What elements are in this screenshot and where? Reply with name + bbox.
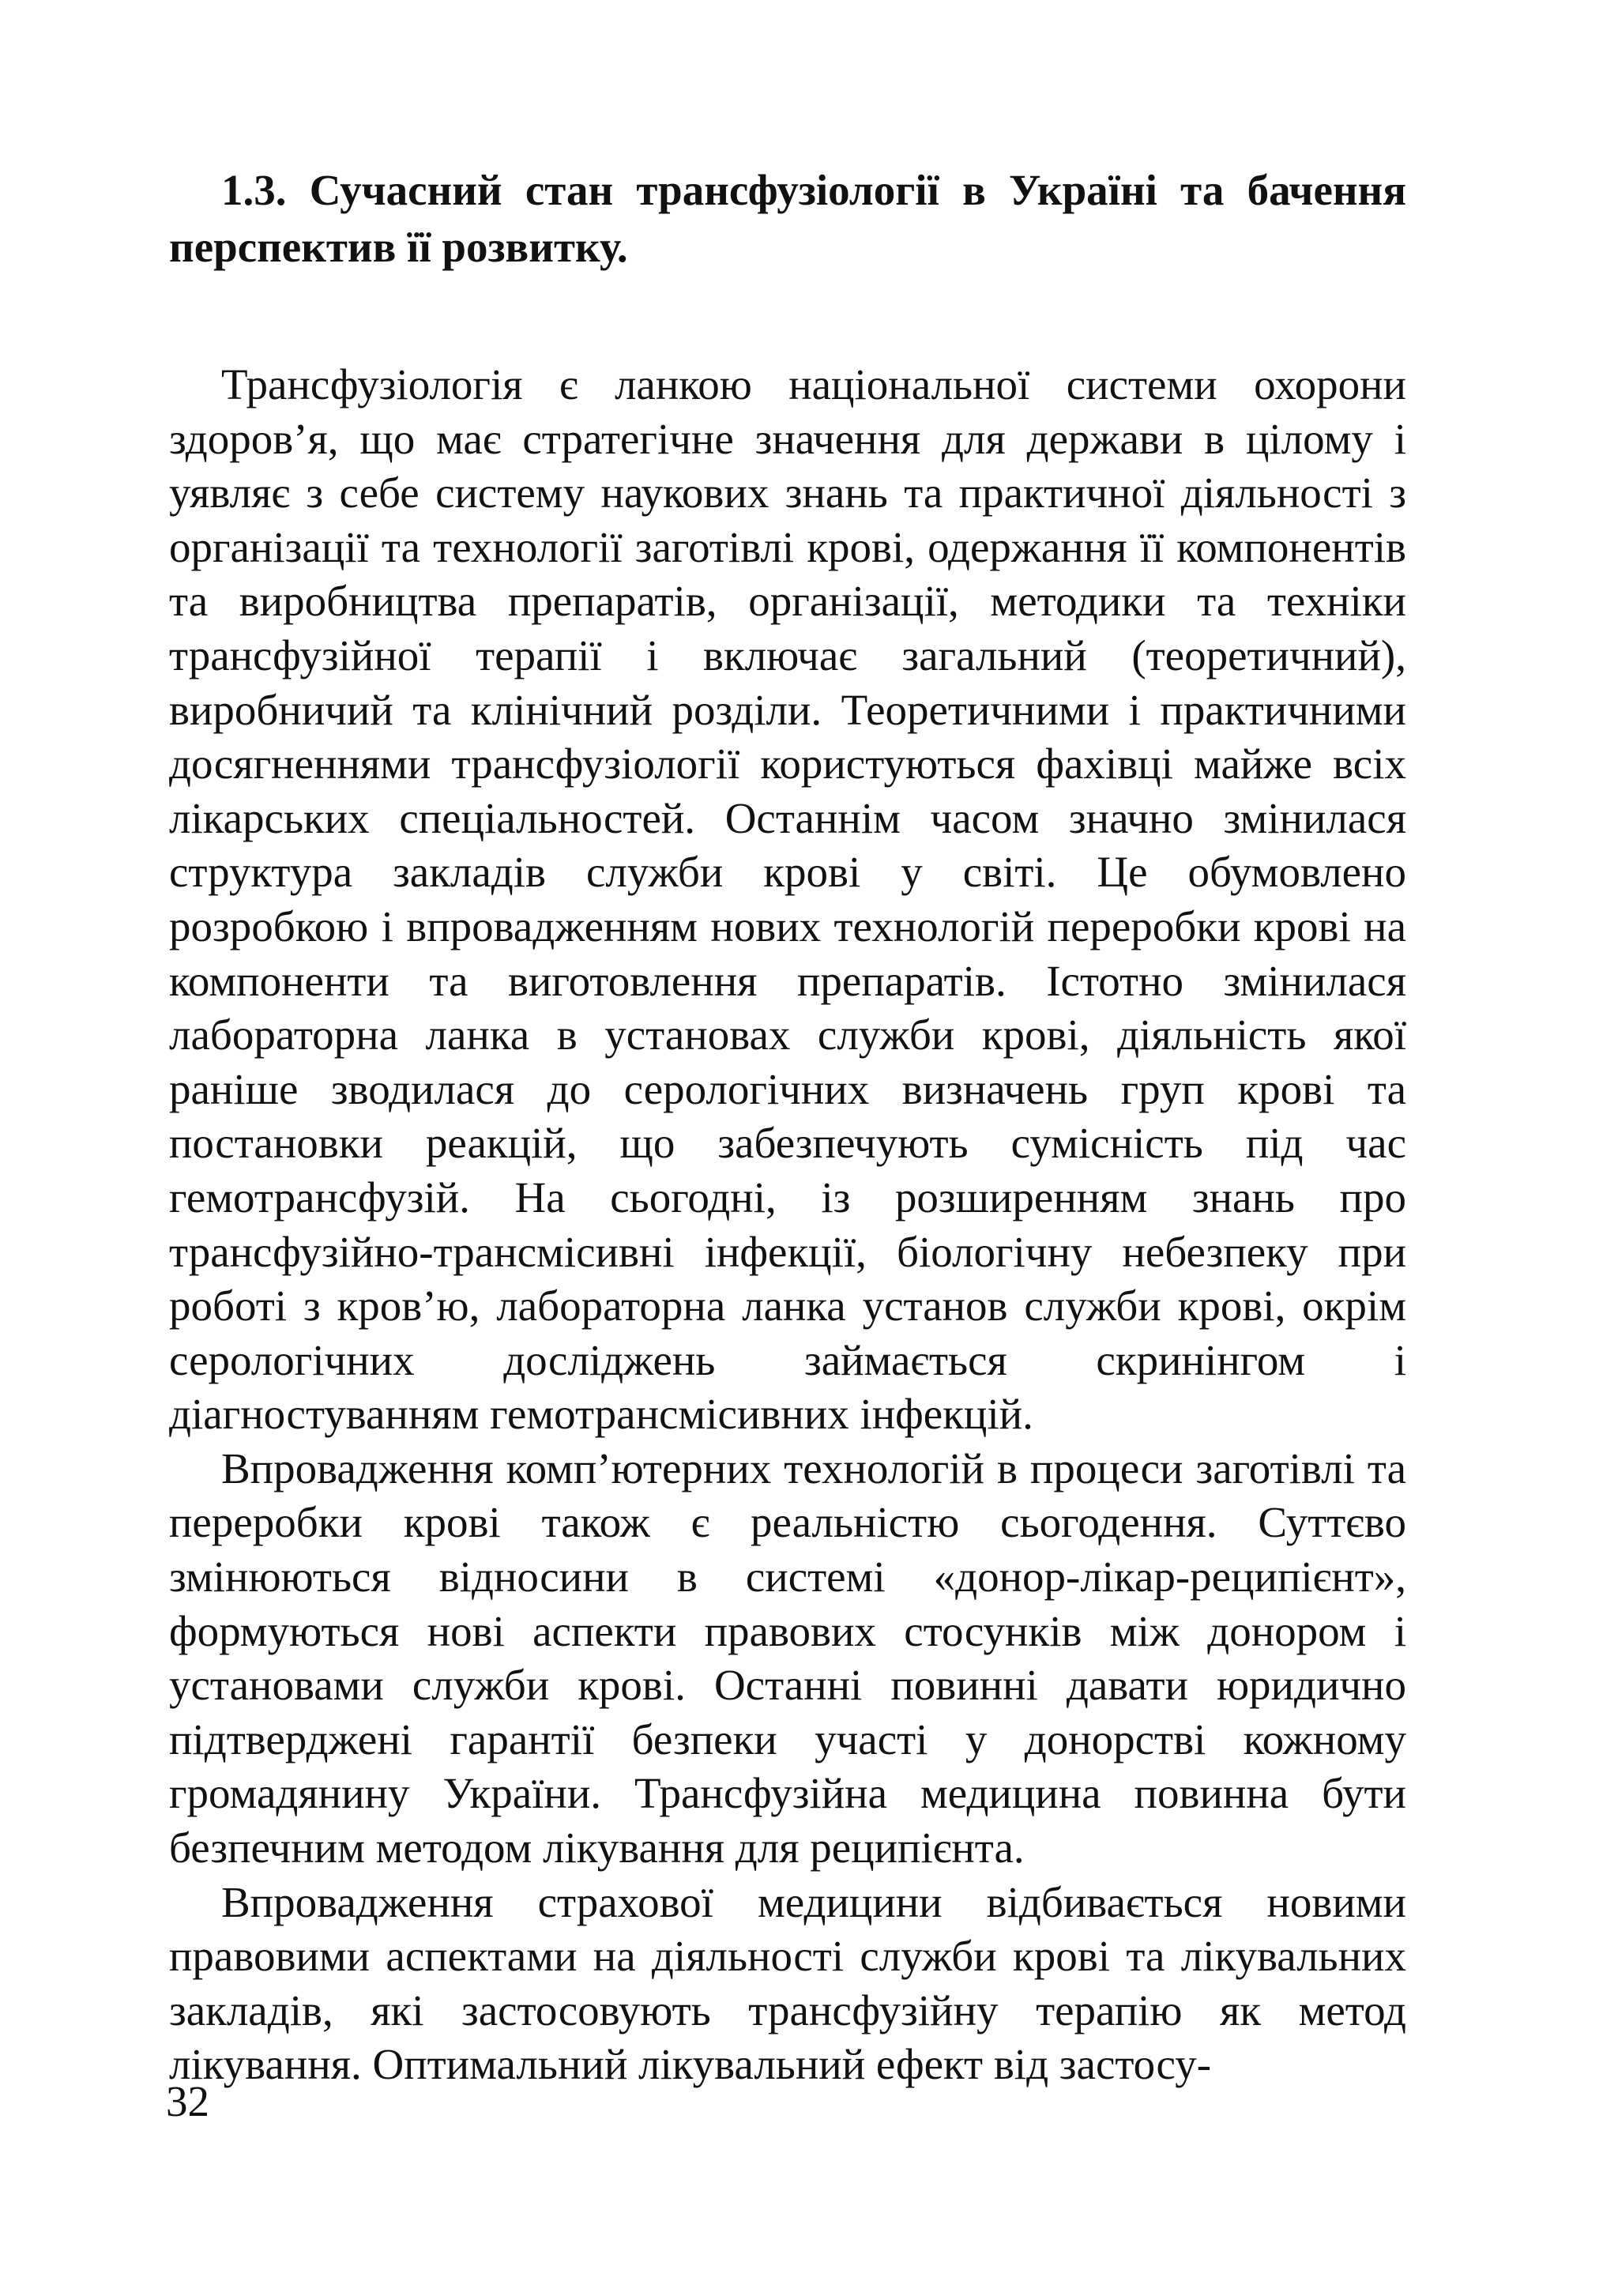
section-heading: 1.3. Сучасний стан трансфузіології в Україні та бачення перспектив її розвитку. bbox=[169, 166, 1406, 271]
paragraph: Впровадження страхової медицини відбивається новими правовими аспектами на діяльності служби крові та лікувальних закладів, які застосовують трансфузійну терапію як метод лікування. Оптимальний лікувальний ефект від застосу- bbox=[169, 1877, 1406, 2089]
page-content bbox=[169, 162, 1406, 2092]
paragraph: Впровадження комп’ютерних технологій в процеси заготівлі та переробки крові також є реальністю сьогодення. Суттєво змінюються відносини в системі «донор-лікар-реципієнт», формуються нові аспекти правових стосунків між донором і установами служби крові. Останні повинні давати юридично підтверджені гарантії безпеки участі у донорстві кожному громадянину України. Трансфузійна медицина повинна бути безпечним методом лікування для реципієнта. bbox=[169, 1443, 1406, 1873]
page-number: 32 bbox=[166, 2077, 209, 2125]
paragraph: Трансфузіологія є ланкою національної системи охорони здоров’я, що має стратегічне значення для держави в цілому і уявляє з себе систему наукових знань та практичної діяльності з організації та технології заготівлі крові, одержання її компонентів та виробництва препаратів, організації, методики та техніки трансфузійної терапії і включає загальний (теоретичний), виробничий та клінічний розділи. Теоретичними і практичними досягненнями трансфузіології користуються фахівці майже всіх лікарських спеціальностей. Останнім часом значно змінилася структура закладів служби крові у світі. Це обумовлено розробкою і впровадженням нових технологій переробки крові на компоненти та виготовлення препаратів. Істотно змінилася лабораторна ланка в установах служби крові, діяльність якої раніше зводилася до серологічних визначень груп крові та постановки реакцій, що забезпечують сумісність під час гемотрансфузій. На сьогодні, із розширенням знань про трансфузійно-трансмісивні інфекції, біологічну небезпеку при роботі з кров’ю, лабораторна ланка установ служби крові, окрім серологічних досліджень займається скринінгом і діагностуванням гемотрансмісивних інфекцій. bbox=[169, 360, 1406, 1439]
